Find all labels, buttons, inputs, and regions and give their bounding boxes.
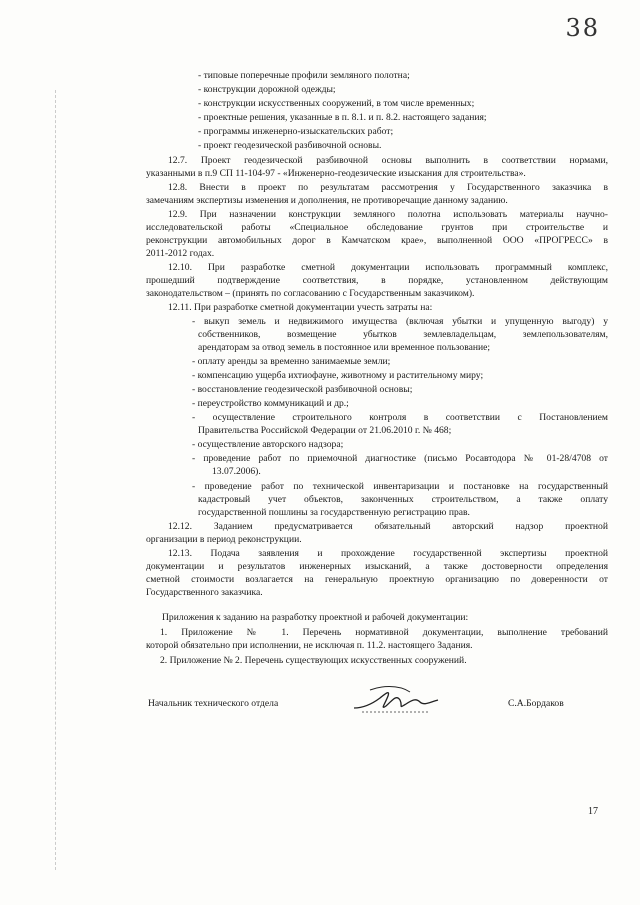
- cost-item: - проведение работ по технической инвентаризации и постановке на государственный: [192, 481, 608, 492]
- paragraph-12-11-heading: 12.11. При разработке сметной документации учесть затраты на:: [168, 302, 433, 313]
- list-item: - программы инженерно-изыскательских работ;: [198, 126, 394, 137]
- paragraph-12-10-line: прошедший подтверждение соответствия, в порядке, установленном действующим: [146, 275, 608, 286]
- cost-item: - восстановление геодезической разбивочной основы;: [192, 384, 413, 395]
- handwritten-signature: [350, 682, 446, 718]
- cost-item: - проведение работ по приемочной диагностике (письмо Росавтодора № 01-28/4708 от: [192, 453, 608, 464]
- cost-item: - осуществление авторского надзора;: [192, 439, 344, 450]
- list-item: - проект геодезической разбивочной основы.: [198, 140, 382, 151]
- cost-item: собственников, возмещение убытков землевладельцам, землепользователям,: [198, 329, 608, 340]
- cost-item: - компенсацию ущерба ихтиофауне, животному и растительному миру;: [192, 370, 484, 381]
- paragraph-12-7-line: 12.7. Проект геодезической разбивочной основы выполнить в соответствии нормами,: [168, 155, 608, 166]
- cost-item: кадастровый учет объектов, законченных строительством, а также оплату: [198, 494, 608, 505]
- paragraph-12-9-line: 2011-2012 годах.: [146, 248, 215, 259]
- list-item: - проектные решения, указанные в п. 8.1. и п. 8.2. настоящего задания;: [198, 112, 487, 123]
- paragraph-12-7-line: указанными в п.9 СП 11-104-97 - «Инженерно-геодезические изыскания для строительства».: [146, 168, 526, 179]
- paragraph-12-13-line: 12.13. Подача заявления и прохождение государственной экспертизы проектной: [168, 548, 608, 559]
- paragraph-12-12-line: организации в период реконструкции.: [146, 534, 302, 545]
- cost-item: - выкуп земель и недвижимого имущества (включая убытки и упущенную выгоду) у: [192, 316, 608, 327]
- cost-item: Правительства Российской Федерации от 21.06.2010 г. № 468;: [198, 425, 452, 436]
- paragraph-12-9-line: исследовательской работы «Специальное обследование грунтов при строительстве и: [146, 222, 608, 233]
- list-item: - конструкции искусственных сооружений, в том числе временных;: [198, 98, 475, 109]
- cost-item: арендаторам за отвод земель в постоянное или временное пользование;: [198, 342, 491, 353]
- paragraph-12-10-line: 12.10. При разработке сметной документации использовать программный комплекс,: [168, 262, 608, 273]
- signatory-name: С.А.Бордаков: [508, 698, 564, 709]
- cost-item: 13.07.2006).: [212, 466, 261, 477]
- binding-edge: [55, 90, 58, 870]
- paragraph-12-13-line: Государственного заказчика.: [146, 587, 263, 598]
- cost-item: - осуществление строительного контроля в соответствии с Постановлением: [192, 412, 608, 423]
- paragraph-12-9-line: 12.9. При назначении конструкции земляного полотна использовать материалы научно-: [168, 209, 608, 220]
- paragraph-12-13-line: сметной стоимости возлагается на генеральную проектную организацию по доверенности от: [146, 574, 608, 585]
- paragraph-12-12-line: 12.12. Заданием предусматривается обязательный авторский надзор проектной: [168, 521, 608, 532]
- paragraph-12-8-line: замечаниям экспертизы изменения и дополнения, не противоречащие данному заданию.: [146, 195, 508, 206]
- page-number: 17: [588, 806, 598, 817]
- list-item: - типовые поперечные профили земляного полотна;: [198, 70, 410, 81]
- signatory-position: Начальник технического отдела: [148, 698, 279, 709]
- paragraph-12-10-line: законодательством – (принять по согласованию с Государственным заказчиком).: [146, 288, 475, 299]
- cost-item: - переустройство коммуникаций и др.;: [192, 398, 349, 409]
- appendix-item-2: 2. Приложение № 2. Перечень существующих искусственных сооружений.: [160, 655, 467, 666]
- cost-item: - оплату аренды за временно занимаемые земли;: [192, 356, 391, 367]
- appendix-item-1: 1. Приложение № 1. Перечень нормативной документации, выполнение требований: [160, 627, 608, 638]
- paragraph-12-13-line: документации и результатов инженерных изысканий, а также достоверности определения: [146, 561, 608, 572]
- handwritten-page-number: 38: [565, 14, 600, 42]
- appendix-item-1: которой обязательно при исполнении, не исключая п. 11.2. настоящего Задания.: [146, 640, 473, 651]
- appendix-title: Приложения к заданию на разработку проектной и рабочей документации:: [162, 612, 469, 623]
- paragraph-12-8-line: 12.8. Внести в проект по результатам рассмотрения у Государственного заказчика в: [168, 182, 608, 193]
- list-item: - конструкции дорожной одежды;: [198, 84, 336, 95]
- paragraph-12-9-line: реконструкции автомобильных дорог в Камчатском крае», выполненной ООО «ПРОГРЕСС» в: [146, 235, 608, 246]
- cost-item: государственной пошлины за государственную регистрацию прав.: [198, 507, 470, 518]
